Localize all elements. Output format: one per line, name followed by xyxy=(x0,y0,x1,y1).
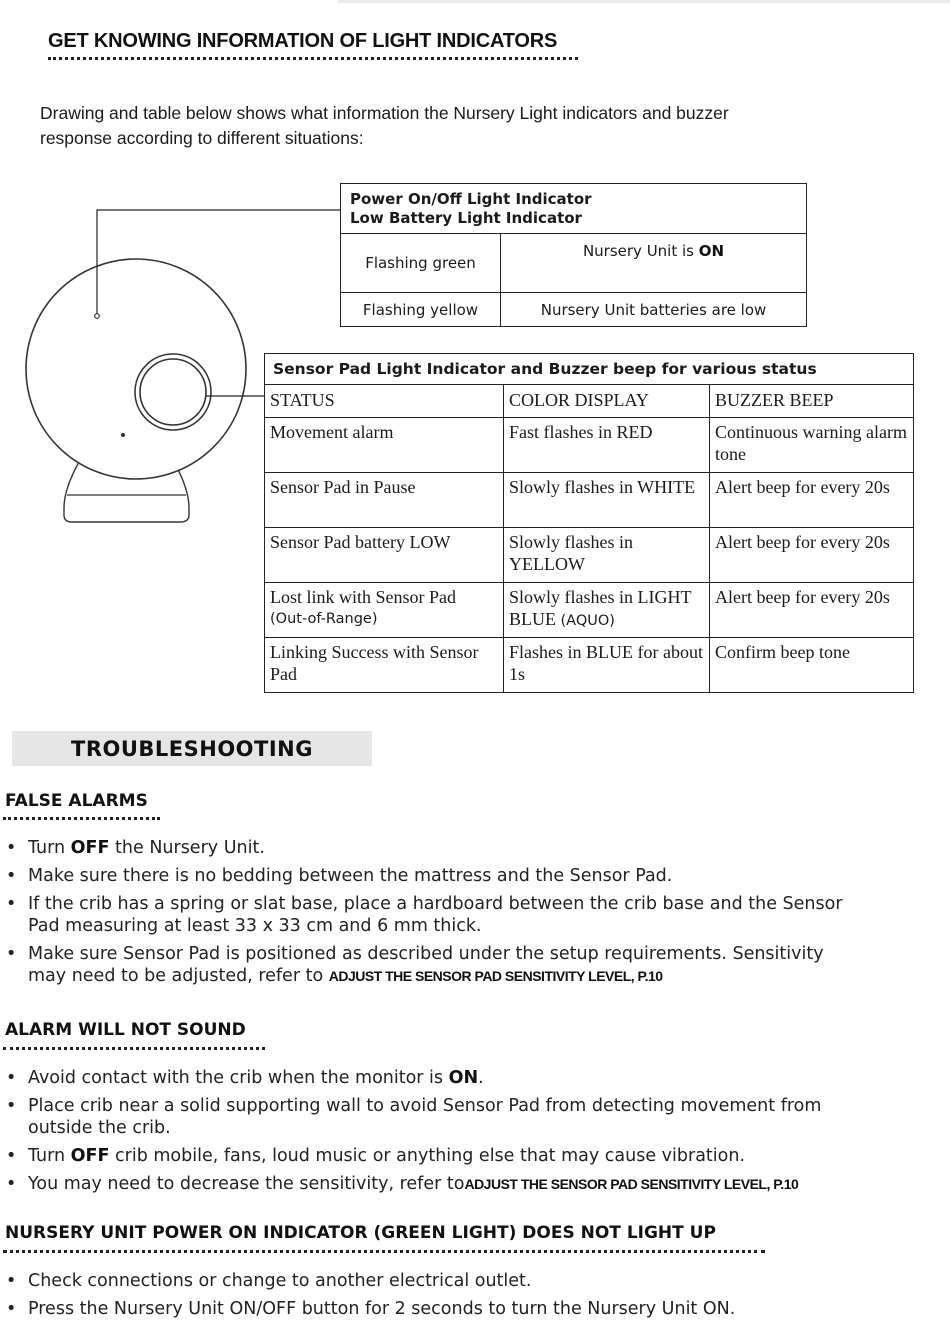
bullet-icon: • xyxy=(6,1174,17,1194)
power-indicator-dot xyxy=(95,314,100,319)
bullet-icon: • xyxy=(6,866,17,886)
status-cell: Sensor Pad battery LOW xyxy=(265,528,504,583)
meaning-cell: Nursery Unit is ON xyxy=(501,234,807,293)
cross-reference: ADJUST THE SENSOR PAD SENSITIVITY LEVEL, P.10 xyxy=(328,968,663,984)
power-indicator-table xyxy=(340,183,807,327)
list-item: • Place crib near a solid supporting wall to avoid Sensor Pad from detecting movement from outside the crib. xyxy=(6,1096,822,1138)
bullet-icon: • xyxy=(6,1146,17,1166)
table-row xyxy=(265,528,914,583)
page-title: GET KNOWING INFORMATION OF LIGHT INDICATORS xyxy=(48,30,558,52)
false-alarms-list xyxy=(0,837,930,993)
column-header: STATUS xyxy=(265,385,504,418)
bullet-icon: • xyxy=(6,944,17,964)
sensor-pad-status-table xyxy=(264,353,914,693)
list-item: • Press the Nursery Unit ON/OFF button for 2 seconds to turn the Nursery Unit ON. xyxy=(6,1299,736,1319)
column-header-row xyxy=(265,385,914,418)
bullet-icon: • xyxy=(6,1096,17,1116)
alarm-will-not-sound-heading: ALARM WILL NOT SOUND xyxy=(5,1020,246,1040)
power-indicator-heading: NURSERY UNIT POWER ON INDICATOR (GREEN LIGHT) DOES NOT LIGHT UP xyxy=(5,1223,716,1243)
status-cell: Sensor Pad in Pause xyxy=(265,473,504,528)
status-note: (Out-of-Range) xyxy=(270,611,378,627)
alarm-will-not-sound-list xyxy=(0,1067,930,1201)
intro-line-1: Drawing and table below shows what information the Nursery Light indicators and buzzer xyxy=(40,103,729,123)
list-item: • Turn OFF the Nursery Unit. xyxy=(6,838,265,858)
status-cell: Lost link with Sensor Pad (Out-of-Range) xyxy=(265,583,504,638)
table-row xyxy=(341,234,807,293)
table-row xyxy=(265,638,914,693)
bullet-icon: • xyxy=(6,1068,17,1088)
power-table-header xyxy=(341,184,807,234)
list-item: • Turn OFF crib mobile, fans, loud music or anything else that may cause vibration. xyxy=(6,1146,746,1166)
side-dot xyxy=(121,433,125,437)
power-table-header-line-2: Low Battery Light Indicator xyxy=(350,209,582,227)
heading-dotted-underline xyxy=(3,1047,265,1050)
heading-dotted-underline xyxy=(3,1250,765,1253)
bullet-icon: • xyxy=(6,894,17,914)
list-item: • Make sure there is no bedding between the mattress and the Sensor Pad. xyxy=(6,866,673,886)
table-row xyxy=(265,473,914,528)
beep-cell: Alert beep for every 20s xyxy=(710,583,914,638)
column-header: COLOR DISPLAY xyxy=(504,385,710,418)
beep-cell: Continuous warning alarm tone xyxy=(710,418,914,473)
list-item: • Check connections or change to another electrical outlet. xyxy=(6,1271,532,1291)
device-body-circle xyxy=(26,259,246,479)
beep-cell: Alert beep for every 20s xyxy=(710,528,914,583)
power-indicator-list xyxy=(0,1270,930,1326)
power-table-header-line-1: Power On/Off Light Indicator xyxy=(350,190,592,208)
color-cell: Fast flashes in RED xyxy=(504,418,710,473)
troubleshooting-banner: TROUBLESHOOTING xyxy=(12,731,372,766)
list-item: • Avoid contact with the crib when the monitor is ON. xyxy=(6,1068,484,1088)
column-header: BUZZER BEEP xyxy=(710,385,914,418)
indicator-cell: Flashing yellow xyxy=(341,293,501,327)
bullet-icon: • xyxy=(6,1271,17,1291)
color-cell: Slowly flashes in YELLOW xyxy=(504,528,710,583)
status-cell: Movement alarm xyxy=(265,418,504,473)
color-cell: Flashes in BLUE for about 1s xyxy=(504,638,710,693)
intro-line-2: response according to different situations: xyxy=(40,128,364,148)
table-row xyxy=(265,418,914,473)
cross-reference: ADJUST THE SENSOR PAD SENSITIVITY LEVEL, P.10 xyxy=(464,1176,799,1192)
beep-cell: Confirm beep tone xyxy=(710,638,914,693)
list-item: • Make sure Sensor Pad is positioned as described under the setup requirements. Sensitivity may need to be adjusted, refer to ADJUST THE SENSOR PAD SENSITIVITY LEVEL, P.10 xyxy=(6,944,824,986)
list-item: • If the crib has a spring or slat base, place a hardboard between the crib base and the Sensor Pad measuring at least 33 x 33 cm and 6 mm thick. xyxy=(6,894,843,936)
list-item: • You may need to decrease the sensitivity, refer toADJUST THE SENSOR PAD SENSITIVITY LEVEL, P.10 xyxy=(6,1174,799,1194)
color-cell: Slowly flashes in WHITE xyxy=(504,473,710,528)
beep-cell: Alert beep for every 20s xyxy=(710,473,914,528)
table-row xyxy=(341,293,807,327)
color-cell: Slowly flashes in LIGHT BLUE (AQUO) xyxy=(504,583,710,638)
bullet-icon: • xyxy=(6,838,17,858)
table-row xyxy=(265,583,914,638)
heading-dotted-underline xyxy=(3,817,160,820)
status-cell: Linking Success with Sensor Pad xyxy=(265,638,504,693)
false-alarms-heading: FALSE ALARMS xyxy=(5,791,148,811)
color-note: (AQUO) xyxy=(560,613,615,629)
meaning-cell: Nursery Unit batteries are low xyxy=(501,293,807,327)
sensor-table-header: Sensor Pad Light Indicator and Buzzer beep for various status xyxy=(265,354,914,385)
bullet-icon: • xyxy=(6,1299,17,1319)
indicator-cell: Flashing green xyxy=(341,234,501,293)
